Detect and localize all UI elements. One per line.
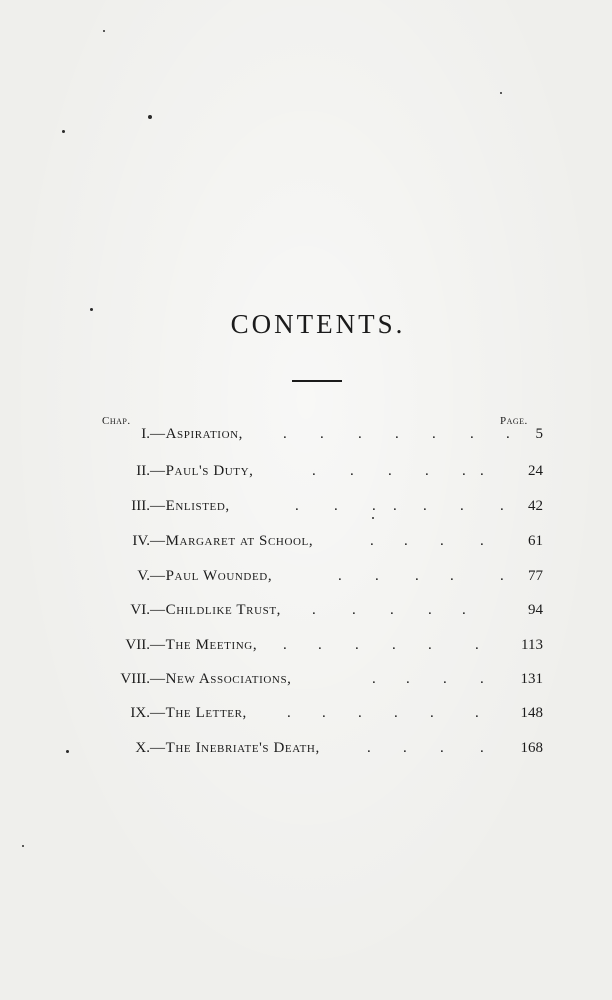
toc-entry bbox=[0, 671, 612, 695]
toc-entry bbox=[0, 740, 612, 764]
chapter-page-number: 24 bbox=[528, 463, 543, 479]
chapter-numeral: IX. bbox=[130, 705, 150, 721]
leader-dot: . bbox=[470, 426, 474, 442]
leader-dot: . bbox=[388, 463, 392, 479]
leader-dot: . bbox=[403, 740, 407, 756]
leader-dot: . bbox=[334, 498, 338, 514]
toc-entry bbox=[0, 705, 612, 729]
leader-dot: . bbox=[432, 426, 436, 442]
chapter-page-number: 77 bbox=[528, 568, 543, 584]
leader-dot: . bbox=[393, 498, 397, 514]
chapter-title: —The Letter, bbox=[150, 705, 247, 721]
leader-dot: . bbox=[358, 705, 362, 721]
chapter-title: —Enlisted, bbox=[150, 498, 230, 514]
leader-dot: . bbox=[406, 671, 410, 687]
leader-dot: . bbox=[423, 498, 427, 514]
leader-dot: . bbox=[355, 637, 359, 653]
toc-entry bbox=[0, 463, 612, 487]
print-speck bbox=[62, 130, 65, 133]
leader-dot: . bbox=[475, 637, 479, 653]
leader-dot: . bbox=[430, 705, 434, 721]
leader-dot: . bbox=[312, 463, 316, 479]
leader-dot: . bbox=[395, 426, 399, 442]
chapter-numeral: VII. bbox=[125, 637, 150, 653]
leader-dot: . bbox=[392, 637, 396, 653]
chapter-numeral: VI. bbox=[130, 602, 150, 618]
leader-dot: . bbox=[480, 463, 484, 479]
toc-entry bbox=[0, 602, 612, 626]
leader-dot: . bbox=[283, 637, 287, 653]
leader-dot: . bbox=[443, 671, 447, 687]
leader-dot: . bbox=[506, 426, 510, 442]
leader-dot: . bbox=[358, 426, 362, 442]
leader-dot: . bbox=[480, 740, 484, 756]
toc-entry bbox=[0, 568, 612, 592]
chapter-title: —The Meeting, bbox=[150, 637, 258, 653]
toc-entry bbox=[0, 426, 612, 450]
chapter-numeral: V. bbox=[137, 568, 150, 584]
toc-entry bbox=[0, 533, 612, 557]
print-speck bbox=[103, 30, 105, 32]
leader-dot: . bbox=[320, 426, 324, 442]
leader-dot: . bbox=[375, 568, 379, 584]
leader-dot: . bbox=[372, 498, 376, 514]
chapter-page-number: 148 bbox=[520, 705, 543, 721]
chapter-numeral: II. bbox=[136, 463, 150, 479]
leader-dot: . bbox=[352, 602, 356, 618]
leader-dot: . bbox=[460, 498, 464, 514]
chapter-page-number: 131 bbox=[520, 671, 543, 687]
print-speck bbox=[500, 92, 502, 94]
chapter-title: —The Inebriate's Death, bbox=[150, 740, 320, 756]
leader-dot: . bbox=[480, 671, 484, 687]
leader-dot: . bbox=[312, 602, 316, 618]
leader-dot: . bbox=[338, 568, 342, 584]
leader-dot: . bbox=[500, 498, 504, 514]
chapter-numeral: I. bbox=[141, 426, 150, 442]
leader-dot: . bbox=[480, 533, 484, 549]
chapter-page-number: 113 bbox=[521, 637, 543, 653]
chapter-title: —New Associations, bbox=[150, 671, 292, 687]
leader-dot: . bbox=[287, 705, 291, 721]
leader-dot: . bbox=[295, 498, 299, 514]
leader-dot: . bbox=[500, 568, 504, 584]
chapter-title: —Aspiration, bbox=[150, 426, 244, 442]
leader-dot: . bbox=[322, 705, 326, 721]
leader-dot: . bbox=[404, 533, 408, 549]
toc-entry bbox=[0, 637, 612, 661]
chapter-title: —Paul Wounded, bbox=[150, 568, 273, 584]
leader-dot: . bbox=[415, 568, 419, 584]
chapter-page-number: 42 bbox=[528, 498, 543, 514]
print-speck bbox=[22, 845, 24, 847]
leader-dot: . bbox=[440, 740, 444, 756]
page-title: CONTENTS. bbox=[230, 309, 406, 339]
chapter-column-header: Chap. bbox=[102, 415, 131, 427]
leader-dot: . bbox=[283, 426, 287, 442]
leader-dot: . bbox=[475, 705, 479, 721]
chapter-page-number: 168 bbox=[520, 740, 543, 756]
leader-dot: . bbox=[425, 463, 429, 479]
chapter-numeral: X. bbox=[135, 740, 150, 756]
leader-dot: . bbox=[462, 463, 466, 479]
chapter-title: —Paul's Duty, bbox=[150, 463, 254, 479]
leader-dot: . bbox=[428, 602, 432, 618]
leader-dot: . bbox=[318, 637, 322, 653]
toc-entry bbox=[0, 498, 612, 522]
leader-dot: . bbox=[390, 602, 394, 618]
chapter-numeral: VIII. bbox=[120, 671, 150, 687]
leader-dot: . bbox=[440, 533, 444, 549]
chapter-page-number: 61 bbox=[528, 533, 543, 549]
leader-dot: . bbox=[450, 568, 454, 584]
leader-dot: . bbox=[394, 705, 398, 721]
page-column-header: Page. bbox=[500, 415, 528, 427]
leader-dot: . bbox=[428, 637, 432, 653]
leader-dot: . bbox=[372, 671, 376, 687]
title-rule bbox=[292, 380, 342, 382]
leader-dot: . bbox=[367, 740, 371, 756]
chapter-title: —Childlike Trust, bbox=[150, 602, 282, 618]
leader-dot: . bbox=[462, 602, 466, 618]
print-speck bbox=[148, 115, 152, 119]
chapter-numeral: III. bbox=[131, 498, 150, 514]
leader-dot: . bbox=[370, 533, 374, 549]
leader-dot: . bbox=[350, 463, 354, 479]
chapter-title: —Margaret at School, bbox=[150, 533, 314, 549]
chapter-page-number: 94 bbox=[528, 602, 543, 618]
chapter-numeral: IV. bbox=[132, 533, 150, 549]
chapter-page-number: 5 bbox=[535, 426, 543, 442]
